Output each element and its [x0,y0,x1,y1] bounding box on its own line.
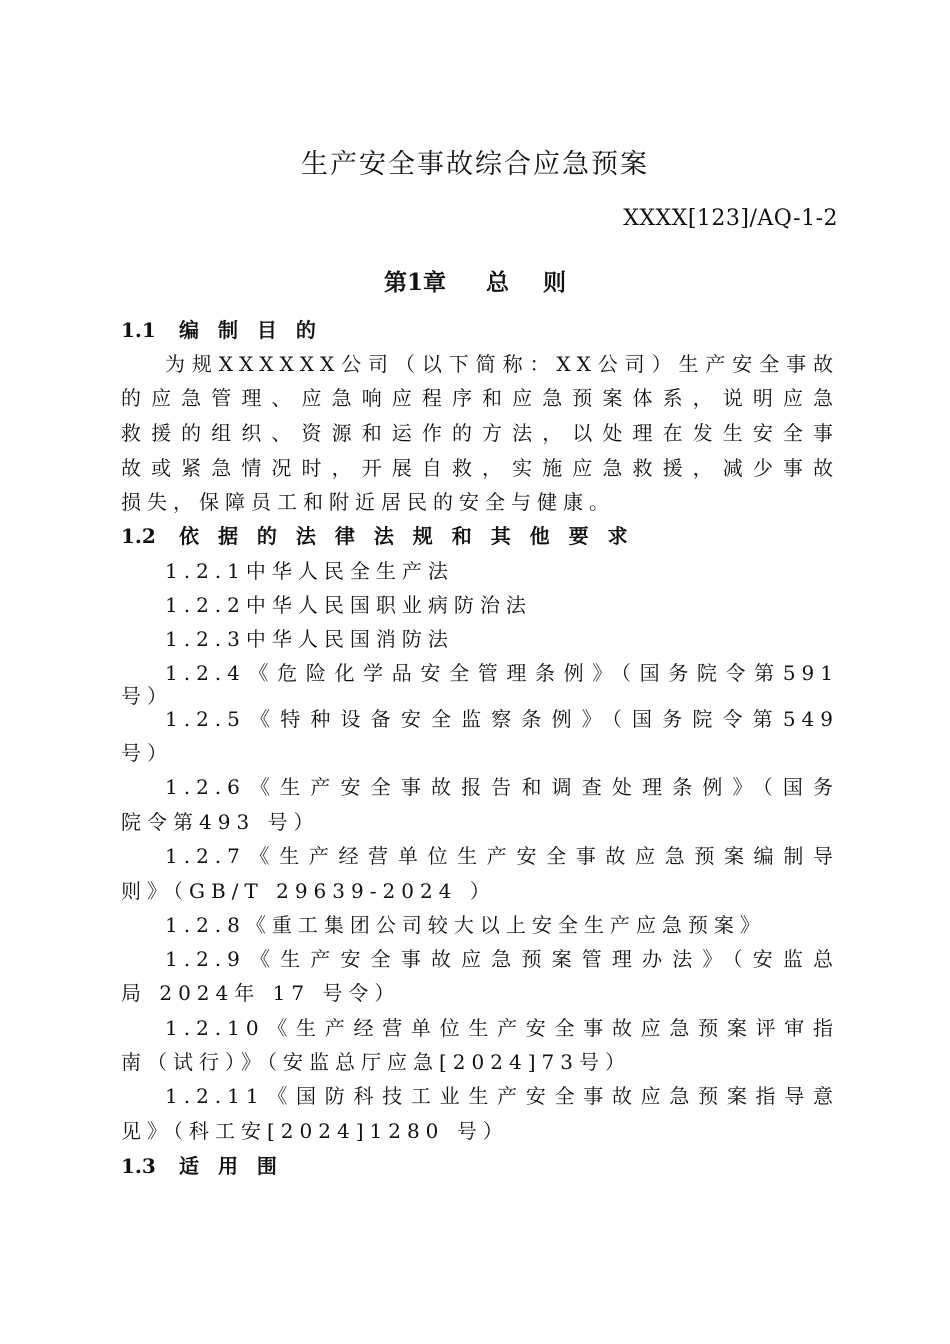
document-code: XXXX[123]/AQ-1-2 [623,206,838,231]
chapter-name-part2: 则 [543,269,566,296]
paragraph-line: 救援的组织、资源和运作的方法，以处理在发生安全事 [121,421,839,445]
list-item: 1.2.6《生产安全事故报告和调查处理条例》（国务 [165,775,839,799]
section-title: 依 据 的 法 律 法 规 和 其 他 要 求 [179,524,634,548]
list-item: 1.2.7《生产经营单位生产安全事故应急预案编制导 [165,844,839,868]
chapter-name-part1: 总 [486,269,509,296]
paragraph-line: 的应急管理、应急响应程序和应急预案体系，说明应急 [121,386,839,410]
section-heading-1-1 [121,314,839,343]
list-item-continued: 见》（科工安[2024]1280 号） [121,1119,509,1143]
list-item: 1.2.5《特种设备安全监察条例》（国务院令第549 [165,707,839,731]
list-item: 1.2.10《生产经营单位生产安全事故应急预案评审指 [165,1016,839,1040]
list-item-continued: 局 2024年 17 号令） [121,981,401,1005]
paragraph-line: 损失，保障员工和附近居民的安全与健康。 [121,490,615,514]
list-item-continued: 号） [121,741,173,765]
chapter-number: 第1章 [383,269,446,296]
list-item-continued: 号） [121,684,173,708]
chapter-heading [0,264,950,297]
document-title: 生产安全事故综合应急预案 [301,149,649,180]
list-item-continued: 则》（GB/T 29639-2024 ） [121,879,496,903]
list-item: 1.2.11《国防科技工业生产安全事故应急预案指导意 [165,1084,839,1108]
list-item: 1.2.2中华人民国职业病防治法 [165,593,532,617]
paragraph-line: 故或紧急情况时，开展自救，实施应急救援，减少事故 [121,456,839,480]
section-heading-1-2 [121,520,839,549]
list-item-continued: 院令第493 号） [121,810,320,834]
list-item-continued: 南（试行）》（安监总厅应急[2024]73号） [121,1050,631,1074]
section-number: 1.2 [121,524,156,548]
list-item: 1.2.1中华人民全生产法 [165,559,454,583]
section-number: 1.3 [121,1154,156,1178]
section-heading-1-3 [121,1150,839,1179]
list-item: 1.2.9《生产安全事故应急预案管理办法》（安监总 [165,947,839,971]
list-item: 1.2.3中华人民国消防法 [165,627,454,651]
section-number: 1.1 [121,318,156,342]
list-item: 1.2.4《危险化学品安全管理条例》（国务院令第591 [165,661,839,685]
paragraph-line: 为规XXXXXX公司（以下简称：XX公司）生产安全事故 [165,352,839,376]
section-title: 适 用 围 [179,1154,283,1178]
list-item: 1.2.8《重工集团公司较大以上安全生产应急预案》 [165,913,766,937]
section-title: 编 制 目 的 [179,318,322,342]
